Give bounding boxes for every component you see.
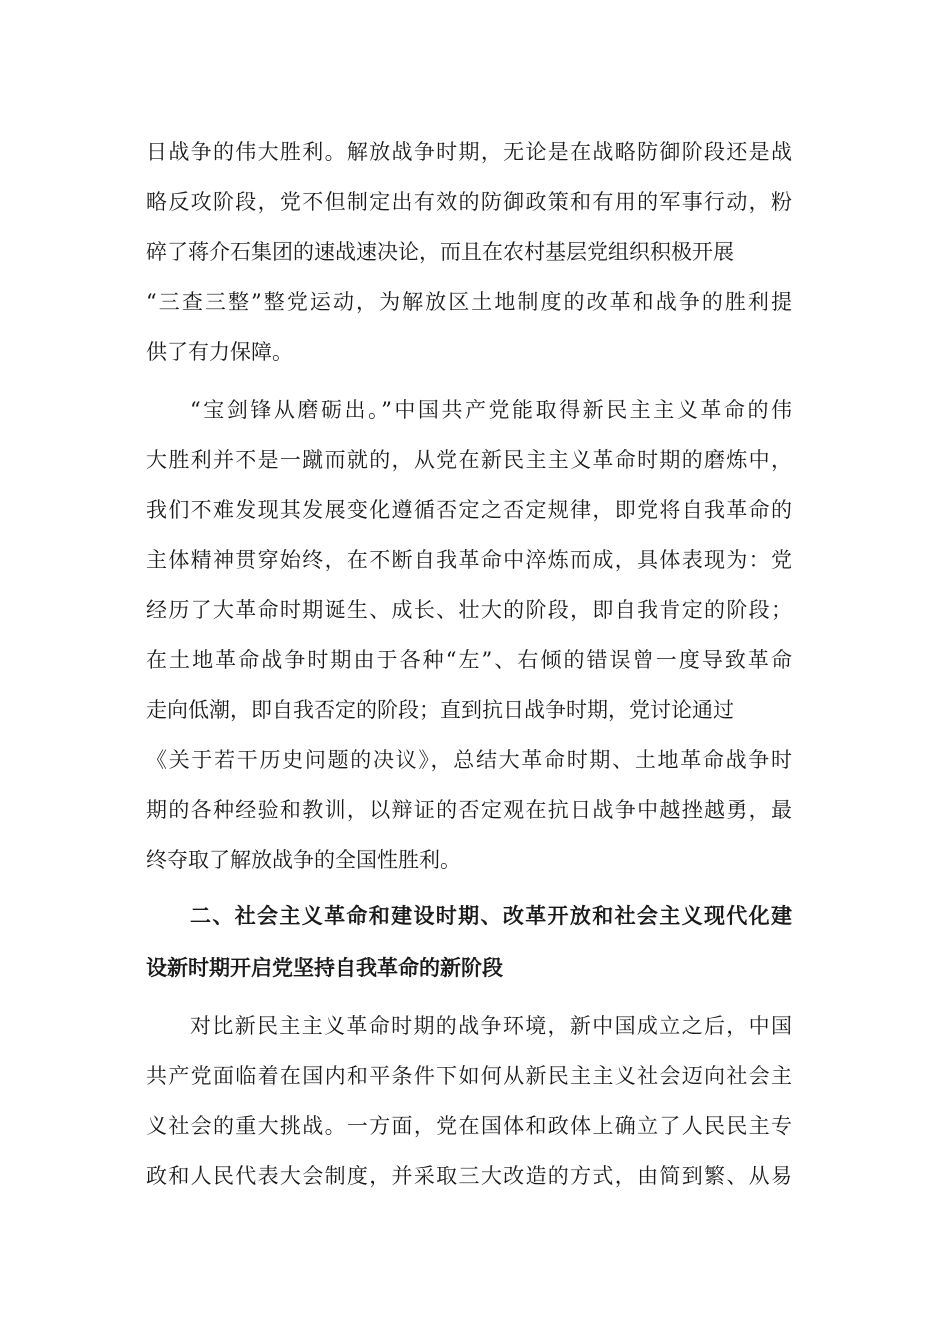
paragraph-2-line-8: 《关于若干历史问题的决议》，总结大革命时期、土地革命战争时 — [146, 748, 792, 772]
paragraph-3-line-1: 对比新民主主义革命时期的战争环境，新中国成立之后，中国 — [190, 1014, 792, 1038]
paragraph-2-line-3: 我们不难发现其发展变化遵循否定之否定规律，即党将自我革命的 — [146, 498, 792, 522]
paragraph-2-line-10: 终夺取了解放战争的全国性胜利。 — [146, 848, 461, 872]
paragraph-1-line-2: 略反攻阶段，党不但制定出有效的防御政策和有用的军事行动，粉 — [146, 190, 792, 214]
paragraph-1-line-1: 日战争的伟大胜利。解放战争时期，无论是在战略防御阶段还是战 — [146, 140, 792, 164]
paragraph-2-line-4: 主体精神贯穿始终，在不断自我革命中淬炼而成，具体表现为：党 — [146, 548, 792, 572]
paragraph-2-line-6: 在土地革命战争时期由于各种“左”、右倾的错误曾一度导致革命 — [146, 648, 792, 672]
paragraph-1-line-3: 碎了蒋介石集团的速战速决论，而且在农村基层党组织积极开展 — [146, 240, 734, 264]
paragraph-2-line-9: 期的各种经验和教训，以辩证的否定观在抗日战争中越挫越勇，最 — [146, 798, 792, 822]
paragraph-2-line-5: 经历了大革命时期诞生、成长、壮大的阶段，即自我肯定的阶段； — [146, 598, 792, 622]
paragraph-1-line-5: 供了有力保障。 — [146, 340, 293, 364]
paragraph-2-line-1: “宝剑锋从磨砺出。”中国共产党能取得新民主主义革命的伟 — [190, 398, 792, 422]
paragraph-3-line-4: 政和人民代表大会制度，并采取三大改造的方式，由简到繁、从易 — [146, 1164, 792, 1188]
section-heading-line-1: 二、社会主义革命和建设时期、改革开放和社会主义现代化建 — [190, 904, 792, 928]
paragraph-2-line-7: 走向低潮，即自我否定的阶段；直到抗日战争时期，党讨论通过 — [146, 698, 734, 722]
paragraph-1-line-4: “三查三整”整党运动，为解放区土地制度的改革和战争的胜利提 — [146, 290, 792, 314]
section-heading-line-2: 设新时期开启党坚持自我革命的新阶段 — [146, 956, 503, 980]
paragraph-3-line-3: 义社会的重大挑战。一方面，党在国体和政体上确立了人民民主专 — [146, 1114, 792, 1138]
paragraph-3-line-2: 共产党面临着在国内和平条件下如何从新民主主义社会迈向社会主 — [146, 1064, 792, 1088]
paragraph-2-line-2: 大胜利并不是一蹴而就的，从党在新民主主义革命时期的磨炼中， — [146, 448, 792, 472]
